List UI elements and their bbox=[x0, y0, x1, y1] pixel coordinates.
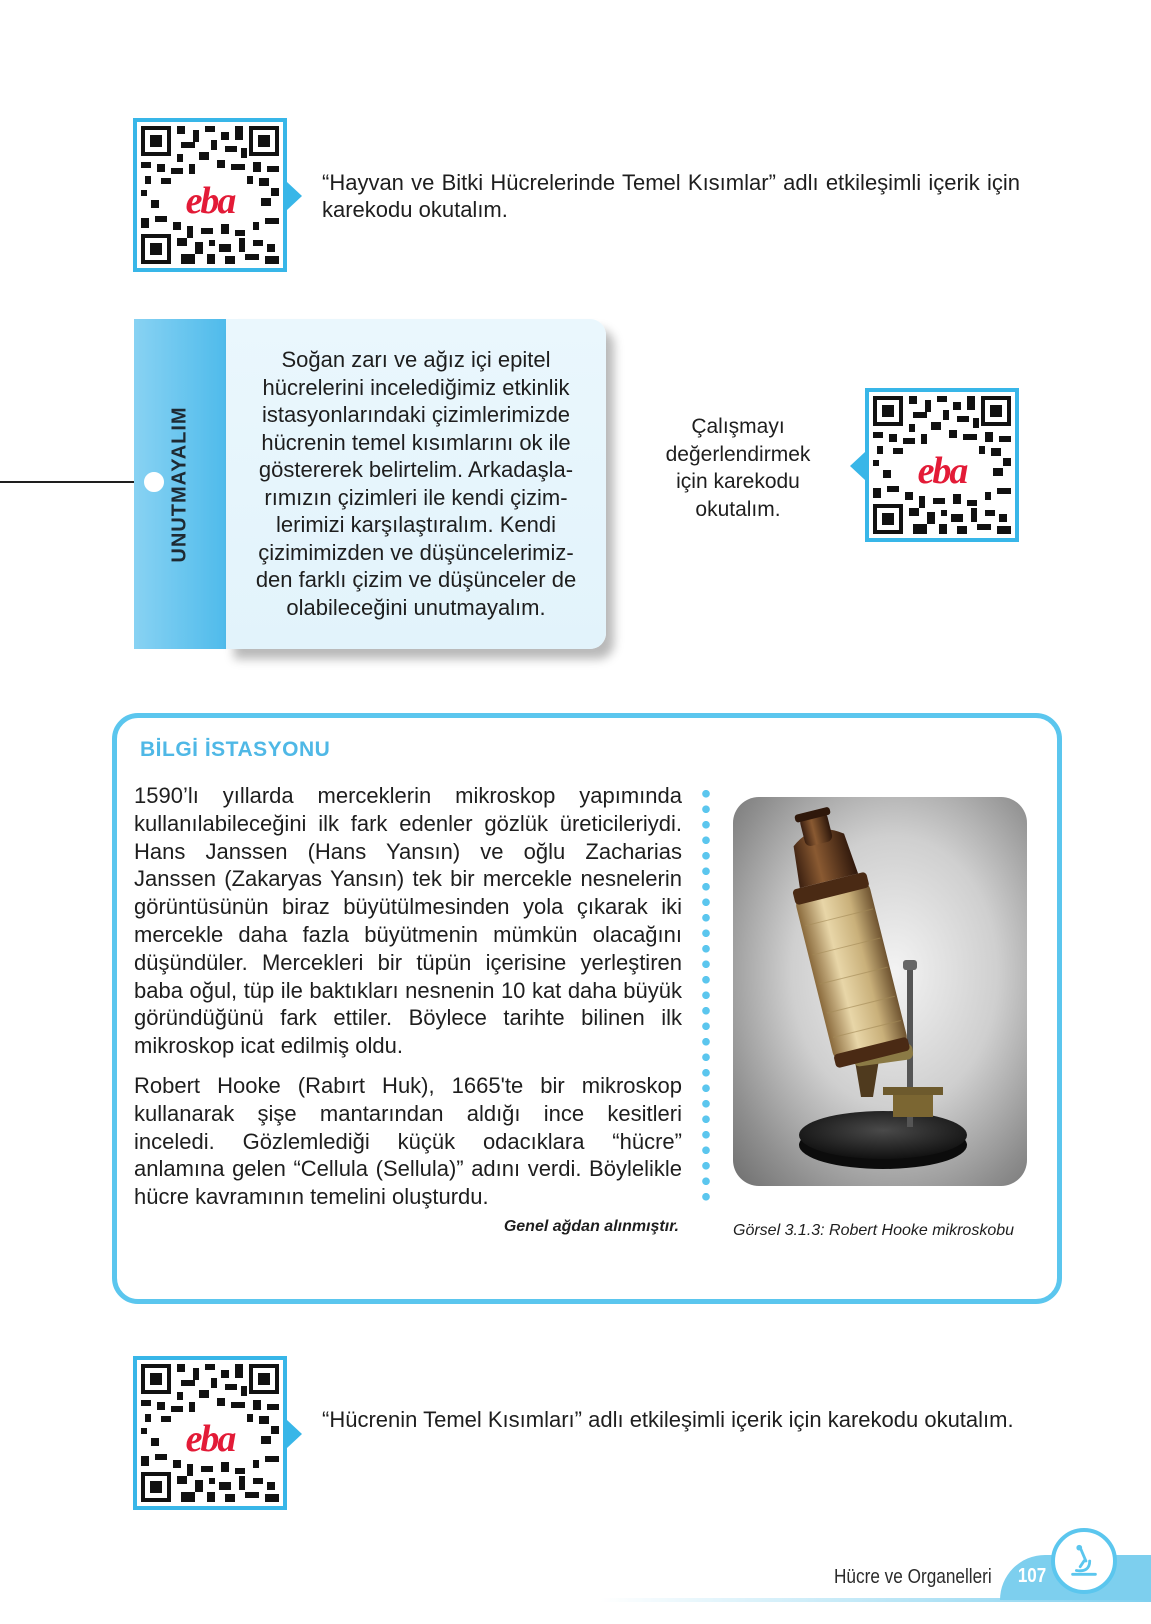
info-station-title: BİLGİ İSTASYONU bbox=[140, 738, 331, 761]
microscope-illustration bbox=[733, 797, 1027, 1186]
pointer-arrow-icon bbox=[287, 1420, 302, 1448]
pointer-arrow-icon bbox=[850, 452, 865, 480]
reminder-tab-label: UNUTMAYALIM bbox=[168, 405, 191, 563]
source-note: Genel ağdan alınmıştır. bbox=[503, 1218, 679, 1235]
qr-code-hayvan-bitki[interactable] bbox=[133, 118, 287, 272]
eba-logo: eba bbox=[907, 454, 977, 488]
eba-logo: eba bbox=[175, 184, 245, 218]
qr-code-hucre-temel[interactable] bbox=[133, 1356, 287, 1510]
reminder-text: Soğan zarı ve ağız içi epitel hücrelerini incelediğimiz etkinlik istasyonlarındaki çizimlerimizde hücrenin temel kısımlarını ok ile göstererek belirtelim. Arkadaşla- rımızın çizimleri ile kendi çizim- lerimizi karşılaştıralım. Kendi çizimimizden ve düşüncelerimiz- den farklı çizim ve düşünceler de olabileceğini unutmayalım. bbox=[255, 347, 577, 620]
pointer-arrow-icon bbox=[287, 182, 302, 210]
qr-caption-hayvan-bitki: “Hayvan ve Bitki Hücrelerinde Temel Kısımlar” adlı etkileşimli içerik için karekodu okutalım. bbox=[322, 170, 1020, 222]
qr-caption-evaluation: Çalışmayı değerlendirmek için karekodu okutalım. bbox=[665, 415, 811, 521]
microscope-icon bbox=[1051, 1528, 1117, 1594]
qr-caption-hucre-temel: “Hücrenin Temel Kısımları” adlı etkileşimli içerik için karekodu okutalım. bbox=[322, 1407, 1014, 1432]
robert-hooke-microscope-image bbox=[733, 797, 1027, 1186]
eba-logo: eba bbox=[175, 1422, 245, 1456]
reminder-connector-line bbox=[0, 481, 150, 483]
qr-code-evaluation[interactable] bbox=[865, 388, 1019, 542]
info-paragraph-1: 1590’lı yıllarda merceklerin mikroskop yapımında kullanılabileceğini ilk fark edenler gözlük üreticileriydi. Hans Janssen (Hans Yansın) ve oğlu Zacharias Janssen (Zakaryas Yansın) tek bir mercekle nesnelerin görüntüsünün biraz büyütülmesinden yola çıkarak iki mercekle daha fazla büyütmenin mümkün olacağını düşündüler. Mercekleri bir tüpün içerisine yerleştiren baba oğul, tüp ile baktıkları nesnenin 10 kat daha büyük göründüğünü fark ettiler. Böylece tarihte bilinen ilk mikroskop icat edilmiş oldu. bbox=[134, 783, 682, 1059]
reminder-dot-icon bbox=[144, 472, 164, 492]
page-number: 107 bbox=[1017, 1564, 1047, 1587]
info-paragraph-2: Robert Hooke (Rabırt Huk), 1665'te bir mikroskop kullanarak şişe mantarından aldığı ince kesitleri inceledi. Gözlemlediği küçük odacıklara “hücre” anlamına gelen “Cellula (Sellula)” adını verdi. Böylelikle hücre kavramının temelini oluşturdu. bbox=[134, 1072, 682, 1210]
info-station-text bbox=[134, 782, 682, 1223]
dotted-divider bbox=[702, 786, 710, 1202]
footer-unit-title: Hücre ve Organelleri bbox=[834, 1566, 992, 1588]
image-caption: Görsel 3.1.3: Robert Hooke mikroskobu bbox=[733, 1222, 1015, 1239]
